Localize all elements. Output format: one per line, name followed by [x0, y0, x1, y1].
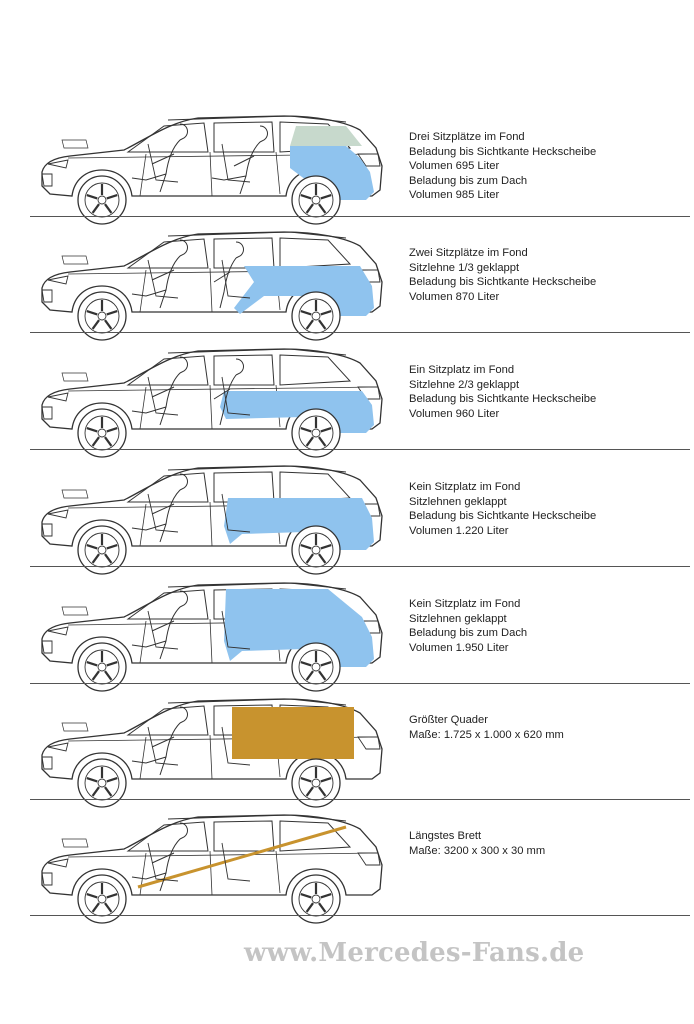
- driver-figure: [132, 474, 187, 542]
- tail-light: [358, 853, 380, 865]
- configuration-row: [0, 813, 694, 930]
- rear-side-window: [280, 355, 350, 385]
- mirror: [62, 490, 88, 498]
- description-line: Kein Sitzplatz im Fond: [409, 481, 521, 493]
- watermark: www.Mercedes-Fans.de: [244, 938, 585, 968]
- description-line: Drei Sitzplätze im Fond: [409, 131, 525, 143]
- description-line: Kein Sitzplatz im Fond: [409, 598, 521, 610]
- configuration-row: [0, 581, 694, 698]
- configuration-row: [0, 114, 694, 231]
- car-drawing: [42, 349, 382, 457]
- section-divider: [30, 915, 690, 916]
- car-drawing: [42, 232, 382, 340]
- seats: [148, 843, 250, 881]
- section-divider: [30, 449, 690, 450]
- section-divider: [30, 683, 690, 684]
- rear-window-volume: [290, 126, 362, 146]
- roof-rail: [168, 699, 346, 705]
- description-line: Beladung bis Sichtkante Heckscheibe: [409, 510, 597, 522]
- description-line: Maße: 1.725 x 1.000 x 620 mm: [409, 728, 564, 741]
- configuration-description: [409, 246, 596, 304]
- description-line: Ein Sitzplatz im Fond: [409, 364, 515, 376]
- description-line: Volumen 695 Liter: [409, 160, 500, 172]
- configuration-description: [409, 829, 545, 858]
- front-lights: [42, 859, 68, 885]
- configuration-row: [0, 347, 694, 464]
- description-line: Sitzlehne 1/3 geklappt: [409, 261, 520, 274]
- description-line: Volumen 960 Liter: [409, 407, 500, 420]
- mirror: [62, 607, 88, 615]
- driver-figure: [132, 591, 187, 659]
- section-divider: [30, 216, 690, 217]
- car-illustration: [28, 114, 390, 231]
- description-line: Beladung bis Sichtkante Heckscheibe: [409, 145, 597, 158]
- car-illustration: [28, 581, 390, 698]
- description-line: Beladung bis zum Dach: [409, 174, 528, 187]
- description-line: Beladung bis Sichtkante Heckscheibe: [409, 393, 597, 405]
- mirror: [62, 140, 88, 148]
- roof-rail: [168, 349, 346, 355]
- cargo-box: [232, 707, 354, 759]
- mirror: [62, 839, 88, 847]
- configuration-row: [0, 230, 694, 347]
- mirror: [62, 723, 88, 731]
- roof-rail: [168, 466, 346, 472]
- car-drawing: [42, 815, 382, 923]
- car-drawing: [42, 116, 382, 224]
- front-lights: [42, 160, 68, 186]
- front-lights: [42, 627, 68, 653]
- description-line: Größter Quader: [409, 714, 488, 726]
- car-illustration: [28, 697, 390, 814]
- mirror: [62, 256, 88, 264]
- front-lights: [42, 743, 68, 769]
- configuration-description: [409, 597, 527, 655]
- car-drawing: [42, 466, 382, 574]
- rear-side-window: [280, 472, 350, 502]
- mirror: [62, 373, 88, 381]
- front-lights: [42, 510, 68, 536]
- configuration-row: [0, 697, 694, 814]
- car-drawing: [42, 583, 382, 691]
- configuration-description: [409, 713, 564, 742]
- description-line: Sitzlehne 2/3 geklappt: [409, 378, 520, 391]
- configuration-row: [0, 464, 694, 581]
- section-divider: [30, 566, 690, 567]
- configuration-description: [409, 130, 596, 203]
- section-divider: [30, 332, 690, 333]
- car-illustration: [28, 347, 390, 464]
- car-illustration: [28, 230, 390, 347]
- description-line: Volumen 870 Liter: [409, 290, 500, 303]
- description-line: Maße: 3200 x 300 x 30 mm: [409, 844, 546, 857]
- rear-passenger-figure: [212, 126, 267, 194]
- description-line: Sitzlehnen geklappt: [409, 612, 507, 625]
- roof-rail: [168, 815, 346, 821]
- driver-figure: [132, 357, 187, 425]
- description-line: Zwei Sitzplätze im Fond: [409, 247, 528, 259]
- description-line: Beladung bis zum Dach: [409, 627, 528, 639]
- configuration-description: [409, 480, 596, 538]
- car-illustration: [28, 464, 390, 581]
- description-line: Volumen 1.220 Liter: [409, 524, 509, 537]
- seats: [148, 144, 250, 182]
- front-lights: [42, 276, 68, 302]
- description-line: Längstes Brett: [409, 830, 482, 842]
- car-illustration: [28, 813, 390, 930]
- driver-figure: [132, 707, 187, 775]
- seats: [148, 260, 250, 298]
- section-divider: [30, 799, 690, 800]
- tail-light: [358, 737, 380, 749]
- driver-figure: [132, 240, 187, 308]
- description-line: Volumen 1.950 Liter: [409, 641, 509, 654]
- driver-figure: [132, 124, 187, 192]
- rear-passenger-figure: [214, 242, 243, 308]
- belt-line: [68, 387, 378, 391]
- description-line: Beladung bis Sichtkante Heckscheibe: [409, 276, 597, 288]
- roof-rail: [168, 232, 346, 238]
- configuration-description: [409, 363, 596, 421]
- front-lights: [42, 393, 68, 419]
- description-line: Sitzlehnen geklappt: [409, 495, 507, 508]
- car-drawing: [42, 699, 382, 807]
- roof-rail: [168, 583, 346, 589]
- description-line: Volumen 985 Liter: [409, 189, 500, 201]
- belt-line: [68, 853, 378, 857]
- roof-rail: [168, 116, 346, 122]
- rear-side-window: [280, 238, 350, 268]
